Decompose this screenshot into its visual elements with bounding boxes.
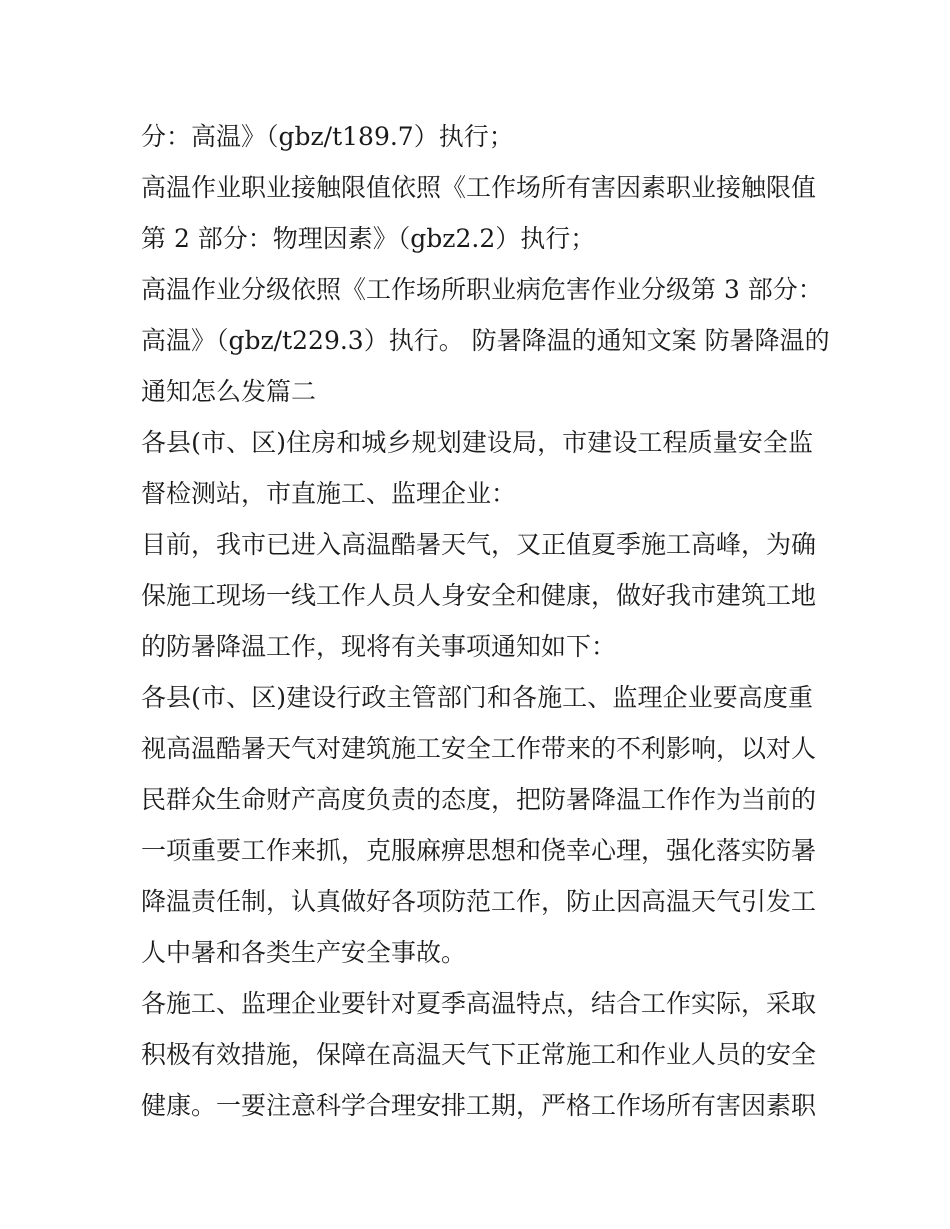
text-line: 健康。一要注意科学合理安排工期，严格工作场所有害因素职 (141, 1091, 817, 1120)
text-line: 降温责任制，认真做好各项防范工作，防止因高温天气引发工 (141, 887, 817, 916)
text-line: 通知怎么发篇二 (141, 377, 317, 406)
text-line: 目前，我市已进入高温酷暑天气，又正值夏季施工高峰，为确 (141, 530, 817, 559)
text-line: 积极有效措施，保障在高温天气下正常施工和作业人员的安全 (141, 1040, 817, 1069)
text-line: 保施工现场一线工作人员人身安全和健康，做好我市建筑工地 (141, 581, 817, 610)
body-text (141, 111, 830, 1131)
text-line: 高温作业职业接触限值依照《工作场所有害因素职业接触限值 (141, 173, 817, 202)
text-line: 督检测站，市直施工、监理企业： (141, 479, 517, 508)
text-line: 各施工、监理企业要针对夏季高温特点，结合工作实际，采取 (141, 989, 817, 1018)
text-line: 视高温酷暑天气对建筑施工安全工作带来的不利影响，以对人 (141, 734, 817, 763)
text-line: 的防暑降温工作，现将有关事项通知如下： (141, 632, 617, 661)
text-line: 民群众生命财产高度负责的态度，把防暑降温工作作为当前的 (141, 785, 817, 814)
text-line: 各县(市、区)住房和城乡规划建设局，市建设工程质量安全监 (141, 428, 813, 457)
text-line: 分：高温》（gbz/t189.7）执行； (141, 122, 514, 151)
text-line: 人中暑和各类生产安全事故。 (141, 938, 467, 967)
text-line: 一项重要工作来抓，克服麻痹思想和侥幸心理，强化落实防暑 (141, 836, 817, 865)
text-line: 第 2 部分：物理因素》（gbz2.2）执行； (141, 224, 596, 253)
text-line: 高温》（gbz/t229.3）执行。 防暑降温的通知文案 防暑降温的 (141, 326, 830, 355)
text-line: 各县(市、区)建设行政主管部门和各施工、监理企业要高度重 (141, 683, 813, 712)
text-line: 高温作业分级依照《工作场所职业病危害作业分级第 3 部分： (141, 275, 823, 304)
